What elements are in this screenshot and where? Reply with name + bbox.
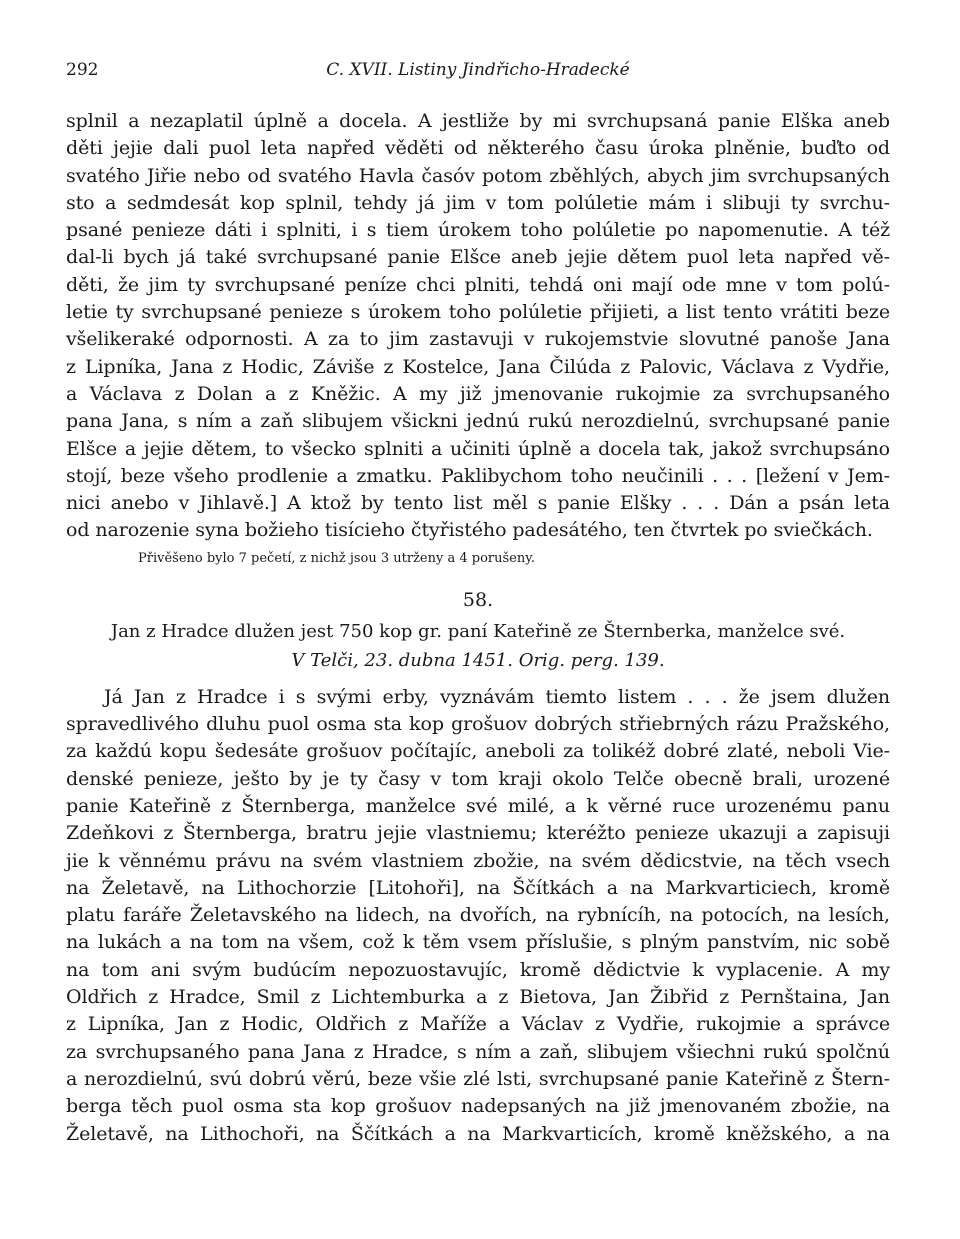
text-line: platu faráře Želetavského na lidech, na dvořích, na rybnícíh, na potocích, na lesích, — [66, 904, 890, 927]
document-regest: Jan z Hradce dlužen jest 750 kop gr. paní Kateřině ze Šternberka, manželce své. — [110, 620, 846, 642]
text-line: děti jejie dali puol leta napřed věděti od některého času úroka plněnie, buďto od — [66, 137, 890, 160]
text-line: spravedlivého dluhu puol osma sta kop grošuov dobrých střiebrných rázu Pražského, — [66, 713, 890, 736]
text-line: na tom ani svým budúcím nepozuostavujíc, kromě dědictvie k vyplacenie. A my — [66, 958, 890, 981]
text-line: svatého Jiřie nebo od svatého Havla časóv potom zběhlých, abych jim svrchupsaných — [66, 164, 890, 187]
text-line: Zdeňkovi z Šternberga, bratru jejie vlastniemu; kteréžto penieze ukazuji a zapisuji — [66, 822, 890, 845]
text-line: Elšce a jejie dětem, to všecko splniti a učiniti úplně a docela tak, jakož svrchupsáno — [66, 437, 890, 460]
text-line: a Václava z Dolan a z Kněžic. A my již jmenovanie rukojmie za svrchupsaného — [66, 382, 890, 405]
text-line: pana Jana, s ním a zaň slibujem všickni jednú rukú nerozdielnú, svrchupsané panie — [66, 410, 890, 433]
page-number: 292 — [66, 60, 99, 80]
text-line: na lukách a na tom na všem, což k těm vsem příslušie, s plným panstvím, nic sobě — [66, 931, 890, 954]
text-line: sto a sedmdesát kop splnil, tehdy já jim v tom polúletie mám i slibuji ty svrchu- — [66, 191, 890, 214]
text-line: všelikeraké odpornosti. A za to jim zastavuji v rukojemstvie slovutné panoše Jana — [66, 328, 890, 351]
text-line: děti, že jim ty svrchupsané peníze chci plniti, tehdá oni mají ode mne v tom polú- — [66, 273, 890, 296]
text-line: od narozenie syna božieho tisícieho čtyřistého padesátého, ten čtvrtek po sviečkách. — [66, 519, 873, 542]
text-line: Želetavě, na Lithochoři, na Ščítkách a na Markvarticích, kromě kněžského, a na — [66, 1122, 890, 1145]
text-line: na Želetavě, na Lithochorzie [Litohoři], na Ščítkách a na Markvarticiech, kromě — [66, 876, 890, 899]
text-line: letie ty svrchupsané penieze s úrokem toho polúletie přijieti, a list tento vrátiti beze — [66, 301, 890, 324]
text-line: z Lipníka, Jana z Hodic, Záviše z Kostelce, Jana Čilúda z Palovic, Václava z Vydřie, — [66, 355, 890, 378]
text-line: jie k věnnému právu na svém vlastniem zbožie, na svém dědicstvie, na těch vsech — [66, 849, 890, 872]
text-line: za každú kopu šedesáte grošuov počítajíc, aneboli za tolikéž dobré zlaté, neboli Vie- — [66, 740, 890, 763]
text-line: nici anebo v Jihlavě.] A ktož by tento list měl s panie Elšky . . . Dán a psán leta — [66, 492, 890, 515]
book-page — [66, 58, 890, 1148]
text-line: Já Jan z Hradce i s svými erby, vyznávám tiemto listem . . . že jsem dlužen — [104, 685, 890, 708]
text-line: a nerozdielnú, svú dobrú věrú, beze všie zlé lsti, svrchupsané panie Kateřině z Štern- — [66, 1067, 890, 1090]
text-line: psané penieze dáti i splniti, i s tiem úrokem toho polúletie po napomenutie. A též — [66, 219, 890, 242]
continuation-text — [66, 108, 890, 545]
text-line: z Lipníka, Jan z Hodic, Oldřich z Mařížе a Václav z Vydřie, rukojmie a správce — [66, 1013, 890, 1036]
text-line: za svrchupsaného pana Jana z Hradce, s ním a zaň, slibujem všiechni rukú spolčnú — [66, 1040, 890, 1063]
text-line: berga těch puol osma sta kop grošuov nadepsaných na již jmenovaném zbožie, na — [66, 1095, 890, 1118]
running-title: C. XVII. Listiny Jindřicho-Hradecké — [326, 60, 630, 80]
text-line: Oldřich z Hradce, Smil z Lichtemburka a z Bietova, Jan Žibřid z Pernštaina, Jan — [66, 986, 890, 1009]
text-line: splnil a nezaplatil úplně a docela. A jestliže by mi svrchupsaná panie Elška aneb — [66, 110, 890, 132]
text-line: denské penieze, ješto by je ty časy v tom kraji okolo Telče obecně brali, urozené — [66, 767, 890, 790]
document-text — [66, 684, 890, 1148]
seal-note: Přivěšeno bylo 7 pečetí, z nichž jsou 3 utrženy a 4 porušeny. — [138, 550, 535, 566]
text-line: stojí, beze všeho prodlenie a zmatku. Paklibychom toho neučinili . . . [ležení v Jem- — [66, 464, 890, 487]
running-head — [66, 58, 890, 88]
text-line: dal-li bych já také svrchupsané panie Elšce aneb jejie dětem puol leta napřed vě- — [66, 246, 890, 269]
document-number: 58. — [462, 588, 494, 611]
text-line: panie Kateřině z Šternberga, manželce své milé, a k věrné ruce urozenému panu — [66, 794, 890, 817]
document-dating: V Telči, 23. dubna 1451. Orig. perg. 139. — [291, 649, 665, 671]
